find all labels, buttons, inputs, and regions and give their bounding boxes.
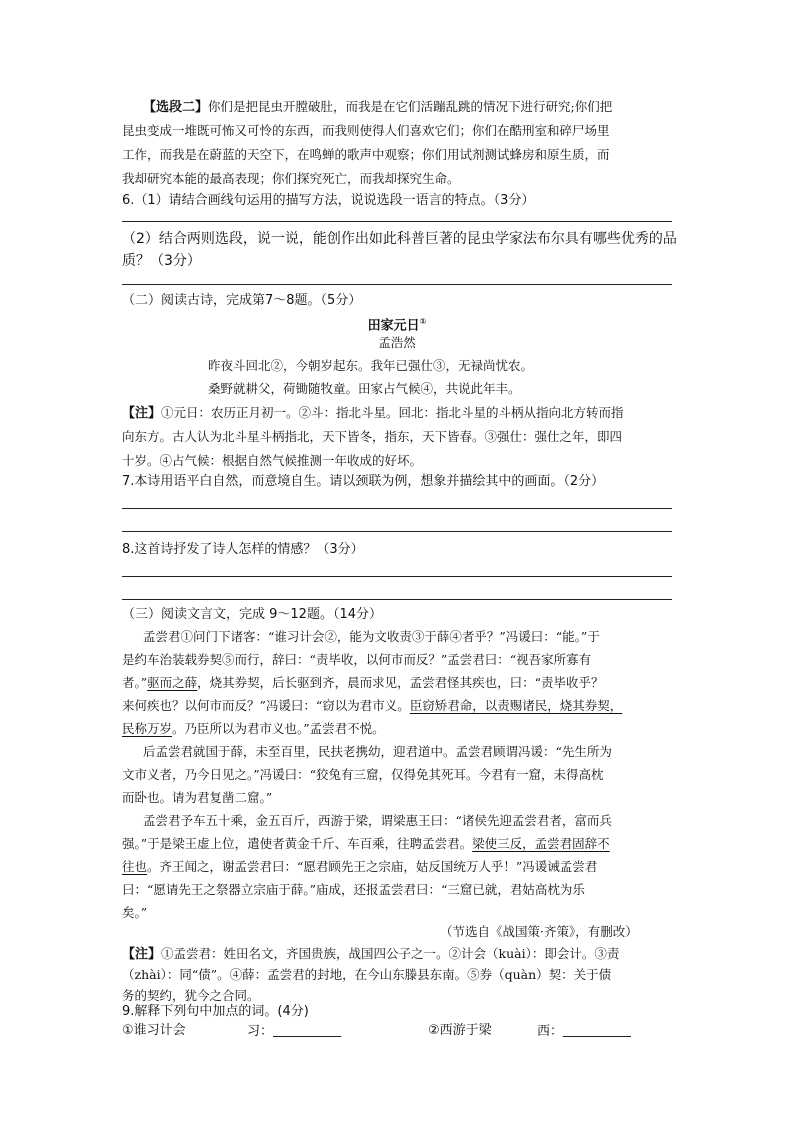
- poem-title-text: 田家元日: [367, 318, 420, 334]
- classical-note-line3: 务的契约，犹今之合同。: [122, 988, 260, 1003]
- classical-p3-line2-a: 强。”于是梁王虚上位，遣使者黄金千斤、车百乘，往聘孟尝君。: [122, 836, 473, 851]
- passage2-line1-text: 你们是把昆虫开膛破肚，而我是在它们活蹦乱跳的情况下进行研究;你们把: [208, 99, 613, 114]
- classical-source: （节选自《战国策·齐策》，有删改）: [440, 924, 638, 939]
- poem-note-line3: 十岁。④占气候：根据自然气候推测一年收成的好坏。: [122, 453, 423, 468]
- q9-item1-phrase: ①谁习计会: [122, 1023, 186, 1038]
- answer-line[interactable]: [122, 508, 672, 509]
- poem-note-line2: 向东方。古人认为北斗星斗柄指北，天下皆冬，指东，天下皆春。③强仕：强仕之年，即四: [122, 429, 623, 444]
- underlined-sentence-end: 民称万岁: [122, 721, 173, 736]
- section2-header: （二）阅读古诗，完成第7～8题。（5分）: [122, 293, 362, 308]
- answer-line[interactable]: [122, 221, 672, 222]
- answer-blank-2[interactable]: [563, 1022, 631, 1037]
- classical-p3-line5: 矣。”: [122, 905, 148, 920]
- passage2-line4: 我却研究本能的最高表现；你们探究死亡，而我却探究生命。: [122, 171, 460, 186]
- classical-p1-line3: [122, 674, 604, 692]
- classical-p1-line1: 孟尝君①问门下诸客：“谁习计会②，能为文收责③于薛④者乎？”冯谖曰：“能。”于: [143, 629, 600, 644]
- question-6-part2-line1: （2）结合两则选段，说一说，能创作出如此科普巨著的昆虫学家法布尔具有哪些优秀的品: [122, 231, 677, 247]
- answer-line[interactable]: [122, 576, 672, 577]
- question-6-part2-line2: 质？（3分）: [122, 253, 201, 269]
- section3-header: （三）阅读文言文，完成 9～12题。（14分）: [122, 607, 382, 622]
- question-9-item-2: [428, 1022, 492, 1040]
- classical-p1-line5-b: 。乃臣所以为君市义也。”孟尝君不悦。: [172, 721, 385, 736]
- question-9: 9.解释下列句中加点的词。(4分): [122, 1004, 309, 1019]
- poem-verse-2: 桑野就耕父，荷锄随牧童。田家占气候④，共说此年丰。: [208, 381, 521, 396]
- poem-note-line1: [122, 404, 624, 423]
- underlined-sentence: 臣窃矫君命，以责赐诸民，烧其券契，: [409, 698, 623, 713]
- classical-note-line2: （zhài）：同“债”。④薛：孟尝君的封地，在今山东滕县东南。⑤券（quàn）契：关于债: [122, 967, 612, 982]
- classical-p1-line4: [122, 697, 622, 715]
- underlined-phrase: 驱而之薛: [147, 675, 198, 690]
- poem-title: [122, 313, 672, 335]
- poem-note-label: 【注】: [122, 406, 162, 421]
- classical-p1-line2: 是约车治装载券契⑤而行，辞曰：“责毕收，以何市而反？”孟尝君曰：“视吾家所寡有: [122, 652, 592, 667]
- classical-p3-line2: [122, 835, 610, 853]
- question-9-item-1-answer: [247, 1022, 341, 1041]
- answer-line[interactable]: [122, 599, 672, 600]
- classical-p3-line1: 孟尝君予车五十乘，金五百斤，西游于梁，谓梁惠王曰：“诸侯先迎孟尝君者，富而兵: [143, 813, 612, 828]
- answer-line[interactable]: [122, 284, 672, 285]
- question-9-item-2-answer: [537, 1022, 631, 1041]
- classical-p3-line3: [122, 858, 597, 876]
- classical-p1-line4-a: 来何疾也？以何市而反？”冯谖曰：“窃以为君市义。: [122, 698, 410, 713]
- underlined-sentence-2-end: 往也: [122, 859, 148, 874]
- classical-note-text1: ①孟尝君：姓田名文，齐国贵族，战国四公子之一。②计会（kuài）：即会计。③责: [161, 946, 620, 961]
- classical-p2-line1: 后孟尝君就国于薛，未至百里，民扶老携幼，迎君道中。孟尝君顾谓冯谖：“先生所为: [143, 744, 612, 759]
- underlined-sentence-2: 梁使三反，孟尝君固辞不: [472, 836, 610, 851]
- question-8: 8.这首诗抒发了诗人怎样的情感？（3分）: [122, 542, 364, 557]
- passage2-label: 【选段二】: [143, 100, 209, 115]
- classical-note-label: 【注】: [122, 947, 162, 962]
- question-6-part1: 6.（1）请结合画线句运用的描写方法，说说选段一语言的特点。（3分）: [122, 193, 535, 208]
- classical-p3-line3-b: 。齐王闻之，谢孟尝君曰：“愿君顾先王之宗庙，姑反国统万人乎！”冯谖诫孟尝君: [147, 859, 598, 874]
- classical-p1-line3-a: 者。”: [122, 675, 148, 690]
- poem-note-text1: ①元日：农历正月初一。②斗：指北斗星。回北：指北斗星的斗柄从指向北方转而指: [161, 405, 624, 420]
- question-9-item-1: [122, 1022, 186, 1040]
- classical-p1-line3-b: ，烧其券契，后长驱到齐，晨而求见，孟尝君怪其疾也，曰：“责毕收乎？: [197, 675, 604, 690]
- classical-note-line1: [122, 945, 619, 964]
- classical-p2-line3: 而卧也。请为君复凿二窟。”: [122, 790, 273, 805]
- passage2-line3: 工作，而我是在蔚蓝的天空下，在鸣蝉的歌声中观察；你们用试剂测试蜂房和原生质，而: [122, 147, 610, 162]
- poem-verse-1: 昨夜斗回北②，今朝岁起东。我年已强仕③，无禄尚忧农。: [208, 358, 534, 373]
- passage2-line2: 昆虫变成一堆既可怖又可怜的东西，而我则使得人们喜欢它们；你们在酷刑室和碎尸场里: [122, 123, 610, 138]
- poem-note-mark: ①: [419, 317, 427, 326]
- answer-blank-1[interactable]: [273, 1022, 341, 1037]
- classical-p2-line2: 文市义者，乃今日见之。”冯谖曰：“狡兔有三窟，仅得免其死耳。今君有一窟，未得高枕: [122, 767, 604, 782]
- q9-item2-phrase: ②西游于梁: [428, 1023, 492, 1038]
- classical-p1-line5: [122, 720, 385, 738]
- question-7: 7.本诗用语平白自然，而意境自生。请以颈联为例，想象并描绘其中的画面。（2分）: [122, 474, 605, 489]
- passage2-line1: [143, 98, 612, 117]
- q9-item1-word: 习：: [247, 1024, 274, 1039]
- q9-item2-word: 西：: [537, 1024, 564, 1039]
- poem-author: 孟浩然: [378, 335, 416, 350]
- classical-p3-line4: 曰：“愿请先王之祭器立宗庙于薛。”庙成，还报孟尝君曰：“三窟已就，君姑高枕为乐: [122, 882, 585, 897]
- answer-line[interactable]: [122, 531, 672, 532]
